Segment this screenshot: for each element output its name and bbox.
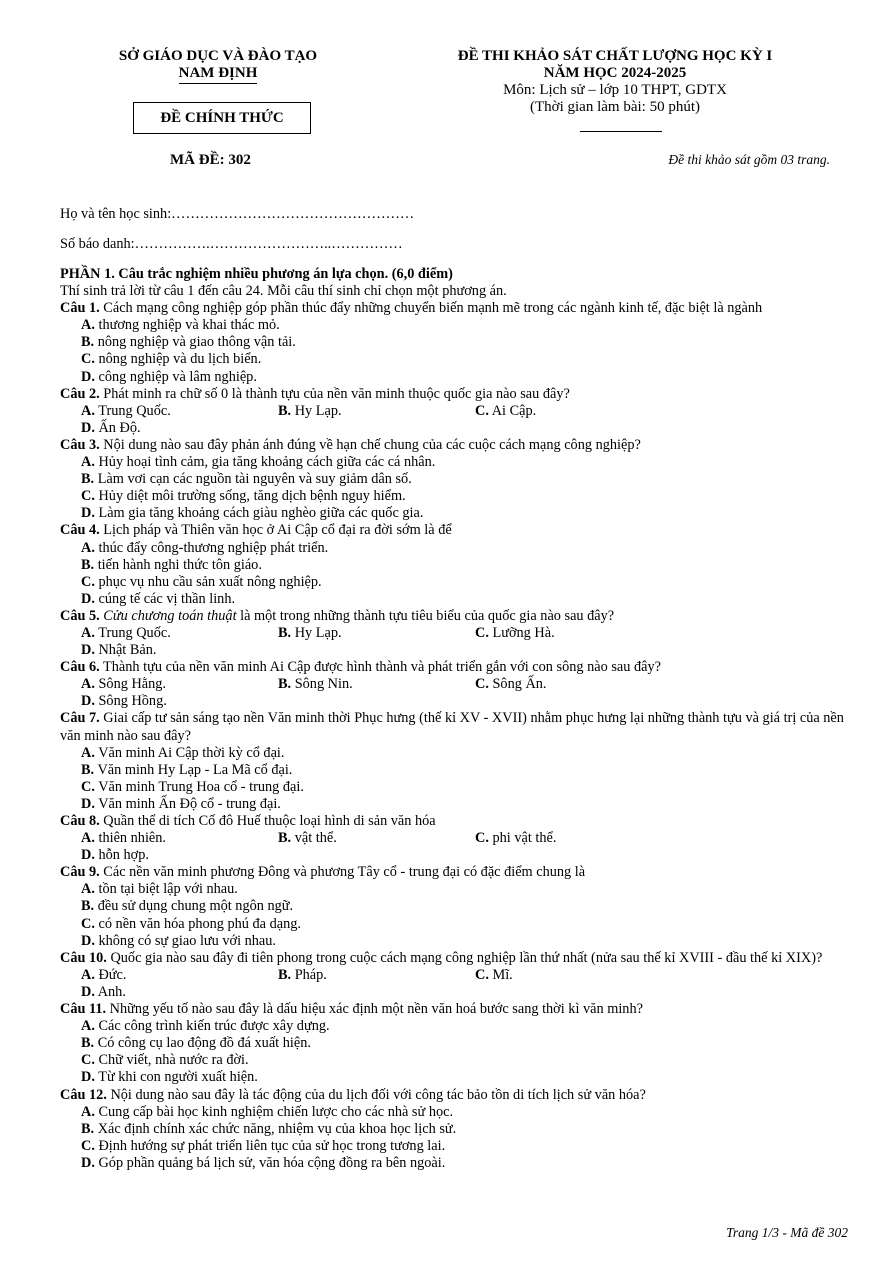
question-stem [60, 950, 850, 967]
option-text: Hy Lạp. [291, 624, 342, 641]
answer-option [81, 1138, 850, 1155]
question-text: Các nền văn minh phương Đông và phương Tây cổ - trung đại có đặc điểm chung là [99, 864, 586, 881]
option-letter: A. [81, 676, 95, 693]
option-letter: B. [81, 471, 95, 488]
option-text: tồn tại biệt lập với nhau. [94, 881, 238, 898]
option-letter: C. [81, 1052, 95, 1069]
option-list [60, 540, 850, 608]
answer-option [278, 967, 475, 984]
answer-option [81, 1035, 850, 1052]
question-number: Câu 2. [60, 385, 100, 402]
question-10 [60, 950, 850, 1001]
answer-option [81, 881, 474, 898]
option-text: phi vật thể. [488, 830, 557, 847]
option-letter: B. [278, 676, 292, 693]
exam-header [398, 48, 832, 116]
question-number: Câu 9. [60, 864, 100, 881]
option-letter: C. [475, 966, 489, 983]
option-text: Sông Nin. [291, 676, 353, 693]
answer-option [81, 762, 474, 779]
answer-option [81, 420, 278, 437]
option-text: Lưỡng Hà. [488, 624, 555, 641]
student-name-field: Họ và tên học sinh:…………………………………………… [60, 206, 415, 222]
option-text: không có sự giao lưu với nhau. [94, 932, 277, 949]
answer-option [81, 830, 278, 847]
option-letter: D. [81, 795, 95, 812]
time-line: (Thời gian làm bài: 50 phút) [530, 99, 700, 115]
option-text: nông nghiệp và du lịch biển. [94, 351, 262, 368]
option-text: Pháp. [291, 966, 327, 983]
question-1 [60, 300, 850, 385]
answer-option [81, 745, 474, 762]
option-list [60, 745, 850, 813]
option-letter: D. [81, 642, 95, 659]
time-underline [580, 131, 662, 132]
answer-option [81, 471, 850, 488]
answer-option [81, 488, 850, 505]
option-text: Đức. [94, 966, 127, 983]
option-letter: A. [81, 317, 95, 334]
option-list [60, 625, 850, 659]
option-text: Có công cụ lao động đồ đá xuất hiện. [94, 1035, 311, 1052]
answer-option [81, 334, 474, 351]
option-letter: B. [81, 761, 95, 778]
answer-option [475, 967, 672, 984]
option-letter: A. [81, 624, 95, 641]
option-letter: A. [81, 402, 95, 419]
department-name: SỞ GIÁO DỤC VÀ ĐÀO TẠO [118, 48, 318, 64]
question-number: Câu 3. [60, 436, 100, 453]
section-instruction: Thí sinh trả lời từ câu 1 đến câu 24. Mỗi câu thí sinh chỉ chọn một phương án. [60, 283, 507, 300]
question-text: Thành tựu của nền văn minh Ai Cập được hình thành và phát triển gắn với con sông nào sau đây? [99, 659, 661, 676]
question-number: Câu 5. [60, 607, 100, 624]
option-text: Cung cấp bài học kinh nghiệm chiến lược cho các nhà sử học. [94, 1103, 454, 1120]
answer-option [475, 403, 672, 420]
option-list [60, 1018, 850, 1086]
question-italic-text: Cửu chương toán thuật [99, 607, 237, 624]
option-text: Định hướng sự phát triển liên tục của sử học trong tương lai. [94, 1137, 446, 1154]
question-5 [60, 608, 850, 659]
department-location: NAM ĐỊNH [179, 65, 258, 84]
question-number: Câu 6. [60, 659, 100, 676]
question-number: Câu 12. [60, 1086, 107, 1103]
question-number: Câu 11. [60, 1001, 107, 1018]
option-text: Làm gia tăng khoảng cách giàu nghèo giữa các quốc gia. [94, 505, 424, 522]
option-text: Văn minh Ấn Độ cổ - trung đại. [94, 795, 281, 812]
option-text: Chữ viết, nhà nước ra đời. [94, 1052, 249, 1069]
question-text: Phát minh ra chữ số 0 là thành tựu của nền văn minh thuộc quốc gia nào sau đây? [99, 385, 570, 402]
question-stem [60, 659, 850, 676]
option-letter: B. [81, 1035, 95, 1052]
option-letter: D. [81, 1069, 95, 1086]
answer-option [278, 625, 475, 642]
question-7 [60, 710, 850, 813]
answer-option [81, 1155, 850, 1172]
answer-option [81, 351, 474, 368]
answer-option [81, 505, 850, 522]
option-text: vật thể. [291, 830, 337, 847]
option-letter: B. [81, 1120, 95, 1137]
option-list [60, 1104, 850, 1172]
answer-option [81, 642, 278, 659]
answer-option [475, 830, 672, 847]
answer-option [81, 967, 278, 984]
option-text: Các công trình kiến trúc được xây dựng. [94, 1018, 330, 1035]
pages-note: Đề thi khảo sát gồm 03 trang. [668, 152, 830, 167]
question-number: Câu 8. [60, 813, 100, 829]
answer-option [81, 933, 474, 950]
option-text: thúc đẩy công-thương nghiệp phát triển. [94, 539, 329, 556]
answer-option [81, 847, 278, 864]
option-text: phục vụ nhu cầu sản xuất nông nghiệp. [94, 573, 322, 590]
question-text: Quần thể di tích Cố đô Huế thuộc loại hình di sản văn hóa [99, 813, 436, 829]
option-letter: C. [81, 915, 95, 932]
school-year: NĂM HỌC 2024-2025 [543, 65, 687, 81]
exam-title: ĐỀ THI KHẢO SÁT CHẤT LƯỢNG HỌC KỲ I [457, 48, 773, 64]
question-stem [60, 608, 850, 625]
option-letter: C. [475, 676, 489, 693]
option-letter: B. [278, 402, 292, 419]
option-letter: C. [475, 402, 489, 419]
section-title [60, 266, 850, 283]
option-list [60, 676, 850, 710]
option-letter: C. [81, 1137, 95, 1154]
option-text: Hủy diệt môi trường sống, tăng dịch bệnh nguy hiểm. [94, 488, 406, 505]
answer-option [81, 1069, 850, 1086]
question-text: Những yếu tố nào sau đây là dấu hiệu xác định một nền văn hoá bước sang thời kì văn minh? [106, 1001, 643, 1018]
option-letter: A. [81, 966, 95, 983]
option-text: có nền văn hóa phong phú đa dạng. [94, 915, 301, 932]
answer-option [81, 676, 278, 693]
official-label: ĐỀ CHÍNH THỨC [133, 102, 311, 134]
question-11 [60, 1001, 850, 1086]
option-text: Làm vơi cạn các nguồn tài nguyên và suy giảm dân số. [94, 471, 412, 488]
question-9 [60, 864, 850, 949]
question-2 [60, 386, 850, 437]
option-letter: D. [81, 847, 95, 864]
answer-option [81, 898, 474, 915]
answer-option [81, 779, 474, 796]
section-score: . (6,0 điểm) [384, 266, 453, 282]
option-text: Góp phần quảng bá lịch sử, văn hóa cộng đồng ra bên ngoài. [94, 1154, 446, 1171]
answer-option [81, 1052, 850, 1069]
option-letter: A. [81, 744, 95, 761]
option-letter: D. [81, 983, 95, 1000]
option-text: Văn minh Ai Cập thời kỳ cổ đại. [94, 744, 285, 761]
option-text: cúng tế các vị thần linh. [94, 590, 236, 607]
option-text: Xác định chính xác chức năng, nhiệm vụ của khoa học lịch sử. [94, 1120, 457, 1137]
option-list [60, 454, 850, 522]
option-text: Từ khi con người xuất hiện. [94, 1069, 258, 1086]
exam-content [60, 266, 850, 1172]
option-list [60, 881, 850, 949]
question-4 [60, 522, 850, 607]
answer-option [475, 625, 672, 642]
question-stem [60, 1001, 850, 1018]
option-text: Anh. [94, 983, 126, 1000]
question-text: Giai cấp tư sản sáng tạo nền Văn minh thời Phục hưng (thế kỉ XV - XVII) nhằm phục hưng lại những thành tựu và giá trị của nền văn minh nào sau đây? [60, 710, 844, 744]
answer-option [81, 454, 850, 471]
option-list [60, 830, 850, 864]
option-letter: B. [81, 556, 95, 573]
option-text: Hy Lạp. [291, 402, 342, 419]
question-text: là một trong những thành tựu tiêu biểu của quốc gia nào sau đây? [236, 607, 615, 624]
question-stem [60, 813, 850, 830]
option-list [60, 967, 850, 1001]
option-text: tiến hành nghi thức tôn giáo. [94, 556, 262, 573]
option-letter: C. [475, 830, 489, 847]
option-text: Văn minh Trung Hoa cổ - trung đại. [94, 778, 304, 795]
option-letter: A. [81, 539, 95, 556]
option-letter: D. [81, 590, 95, 607]
option-letter: B. [81, 898, 95, 915]
option-text: nông nghiệp và giao thông vận tải. [94, 334, 296, 351]
answer-option [81, 916, 474, 933]
option-text: Hủy hoại tình cảm, gia tăng khoảng cách giữa các cá nhân. [94, 454, 436, 471]
option-letter: D. [81, 693, 95, 710]
option-text: hỗn hợp. [94, 847, 149, 864]
option-text: Ấn Độ. [94, 419, 141, 436]
option-letter: B. [278, 624, 292, 641]
question-text: Nội dung nào sau đây phản ánh đúng về hạn chế chung của các cuộc cách mạng công nghiệp? [99, 436, 641, 453]
option-text: đều sử dụng chung một ngôn ngữ. [94, 898, 294, 915]
option-text: Trung Quốc. [94, 402, 171, 419]
answer-option [81, 574, 850, 591]
subject-line: Môn: Lịch sử – lớp 10 THPT, GDTX [503, 82, 727, 98]
option-letter: A. [81, 830, 95, 847]
question-text: Lịch pháp và Thiên văn học ở Ai Cập cổ đại ra đời sớm là để [99, 522, 452, 539]
option-text: Trung Quốc. [94, 624, 171, 641]
answer-option [81, 1121, 850, 1138]
answer-option [81, 1104, 850, 1121]
option-letter: A. [81, 1103, 95, 1120]
option-text: Sông Ấn. [488, 676, 547, 693]
answer-option [278, 676, 475, 693]
option-text: thương nghiệp và khai thác mỏ. [94, 317, 280, 334]
option-letter: B. [278, 966, 292, 983]
answer-option [81, 625, 278, 642]
option-text: thiên nhiên. [94, 830, 166, 847]
option-letter: C. [475, 624, 489, 641]
option-letter: A. [81, 1018, 95, 1035]
question-number: Câu 10. [60, 949, 107, 966]
question-text: Quốc gia nào sau đây đi tiên phong trong cuộc cách mạng công nghiệp lần thứ nhất (nửa sau thế kỉ XVIII - đầu thế kỉ XIX)? [106, 949, 823, 966]
option-letter: D. [81, 419, 95, 436]
question-list [60, 300, 850, 1172]
answer-option [81, 591, 850, 608]
answer-option [81, 317, 474, 334]
answer-option [81, 369, 474, 386]
question-stem [60, 1087, 850, 1104]
question-stem [60, 386, 850, 403]
section-title-text: PHẦN 1. Câu trắc nghiệm nhiều phương án lựa chọn [60, 266, 385, 282]
option-letter: C. [81, 573, 95, 590]
answer-option [81, 796, 474, 813]
option-text: Sông Hồng. [94, 693, 167, 710]
option-letter: D. [81, 368, 95, 385]
answer-option [81, 540, 850, 557]
answer-option [81, 984, 278, 1001]
question-number: Câu 7. [60, 710, 100, 727]
option-letter: A. [81, 454, 95, 471]
answer-option [475, 676, 672, 693]
option-letter: C. [81, 351, 95, 368]
answer-option [81, 557, 850, 574]
option-letter: D. [81, 1154, 95, 1171]
option-letter: C. [81, 488, 95, 505]
option-letter: B. [81, 334, 95, 351]
option-letter: B. [278, 830, 292, 847]
option-letter: C. [81, 778, 95, 795]
student-id-field: Số báo danh:…………….……………………..…………… [60, 236, 403, 252]
option-letter: D. [81, 505, 95, 522]
question-stem [60, 300, 850, 317]
question-stem [60, 710, 850, 744]
answer-option [81, 1018, 850, 1035]
question-12 [60, 1087, 850, 1172]
question-stem [60, 522, 850, 539]
option-list [60, 317, 850, 385]
answer-option [278, 830, 475, 847]
answer-option [81, 693, 278, 710]
question-text: Cách mạng công nghiệp góp phần thúc đẩy những chuyển biến mạnh mẽ trong các ngành kinh tế, đặc biệt là ngành [99, 300, 763, 317]
exam-code: MÃ ĐỀ: 302 [170, 152, 251, 168]
option-text: công nghiệp và lâm nghiệp. [94, 368, 257, 385]
option-text: Văn minh Hy Lạp - La Mã cổ đại. [94, 761, 293, 778]
page-footer: Trang 1/3 - Mã đề 302 [726, 1225, 848, 1240]
option-text: Sông Hằng. [94, 676, 166, 693]
option-letter: D. [81, 932, 95, 949]
question-text: Nội dung nào sau đây là tác động của du lịch đối với công tác bảo tồn di tích lịch sử văn hóa? [106, 1086, 646, 1103]
question-8 [60, 813, 850, 864]
answer-option [81, 403, 278, 420]
question-3 [60, 437, 850, 522]
option-list [60, 403, 850, 437]
question-stem [60, 437, 850, 454]
question-number: Câu 1. [60, 300, 100, 317]
option-text: Nhật Bản. [94, 642, 157, 659]
answer-option [278, 403, 475, 420]
option-text: Ai Cập. [488, 402, 537, 419]
question-stem [60, 864, 850, 881]
question-6 [60, 659, 850, 710]
department-header [88, 48, 348, 84]
option-letter: A. [81, 881, 95, 898]
question-number: Câu 4. [60, 522, 100, 539]
option-text: Mĩ. [488, 966, 513, 983]
